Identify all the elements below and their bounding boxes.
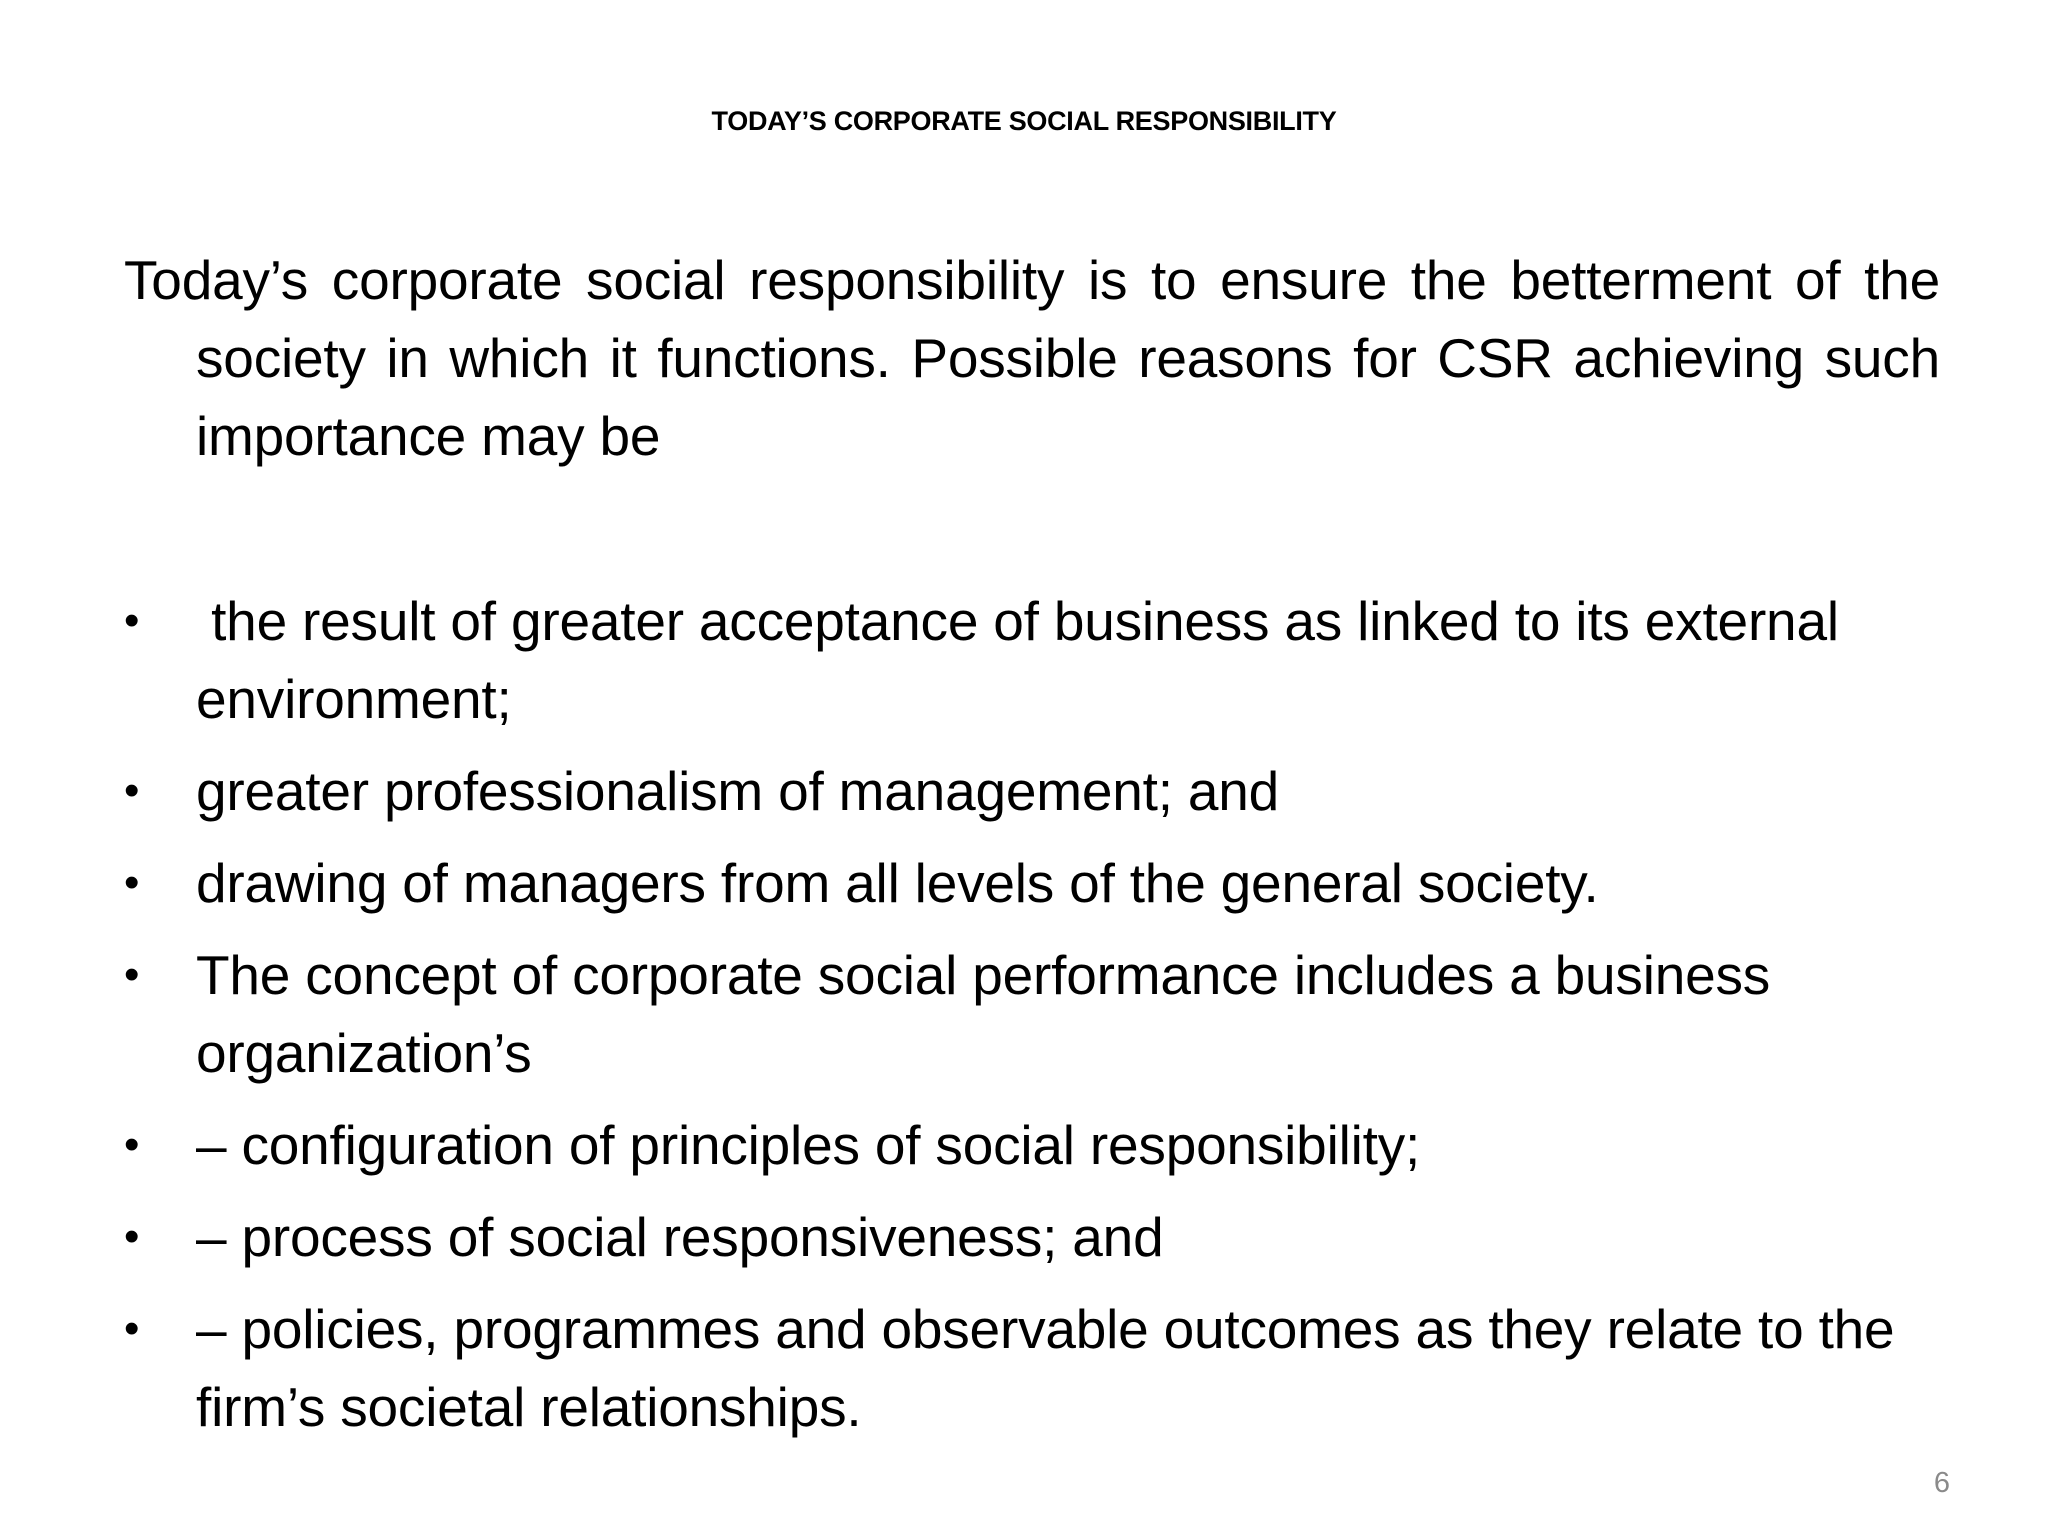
bullet-icon: •	[124, 766, 140, 815]
bullet-text: The concept of corporate social performance includes a business organization’s	[196, 944, 1771, 1084]
bullet-item	[124, 582, 1940, 738]
intro-paragraph: Today’s corporate social responsibility is to ensure the betterment of the society in which it functions. Possible reasons for CSR achieving such importance may be	[124, 249, 1940, 467]
bullet-text: – process of social responsiveness; and	[196, 1206, 1164, 1268]
bullet-text: drawing of managers from all levels of the general society.	[196, 852, 1599, 914]
bullet-item	[124, 1290, 1940, 1446]
bullet-icon: •	[124, 950, 140, 999]
bullet-text: – configuration of principles of social responsibility;	[196, 1114, 1421, 1176]
bullet-icon: •	[124, 1212, 140, 1261]
slide-number: 6	[1933, 1467, 1950, 1499]
bullet-text: – policies, programmes and observable outcomes as they relate to the firm’s societal relationships.	[196, 1298, 1895, 1438]
bullet-text: the result of greater acceptance of business as linked to its external environment;	[196, 590, 1854, 730]
bullet-item	[124, 1198, 1940, 1276]
bullet-text: greater professionalism of management; and	[196, 760, 1280, 822]
bullet-item	[124, 844, 1940, 922]
bullet-icon: •	[124, 1304, 140, 1353]
bullet-item	[124, 752, 1940, 830]
slide-title: TODAY’S CORPORATE SOCIAL RESPONSIBILITY	[711, 106, 1337, 136]
bullet-item	[124, 936, 1940, 1092]
bullet-list	[124, 582, 1940, 1460]
bullet-icon: •	[124, 1120, 140, 1169]
bullet-icon: •	[124, 858, 140, 907]
bullet-icon: •	[124, 596, 140, 645]
bullet-item	[124, 1106, 1940, 1184]
